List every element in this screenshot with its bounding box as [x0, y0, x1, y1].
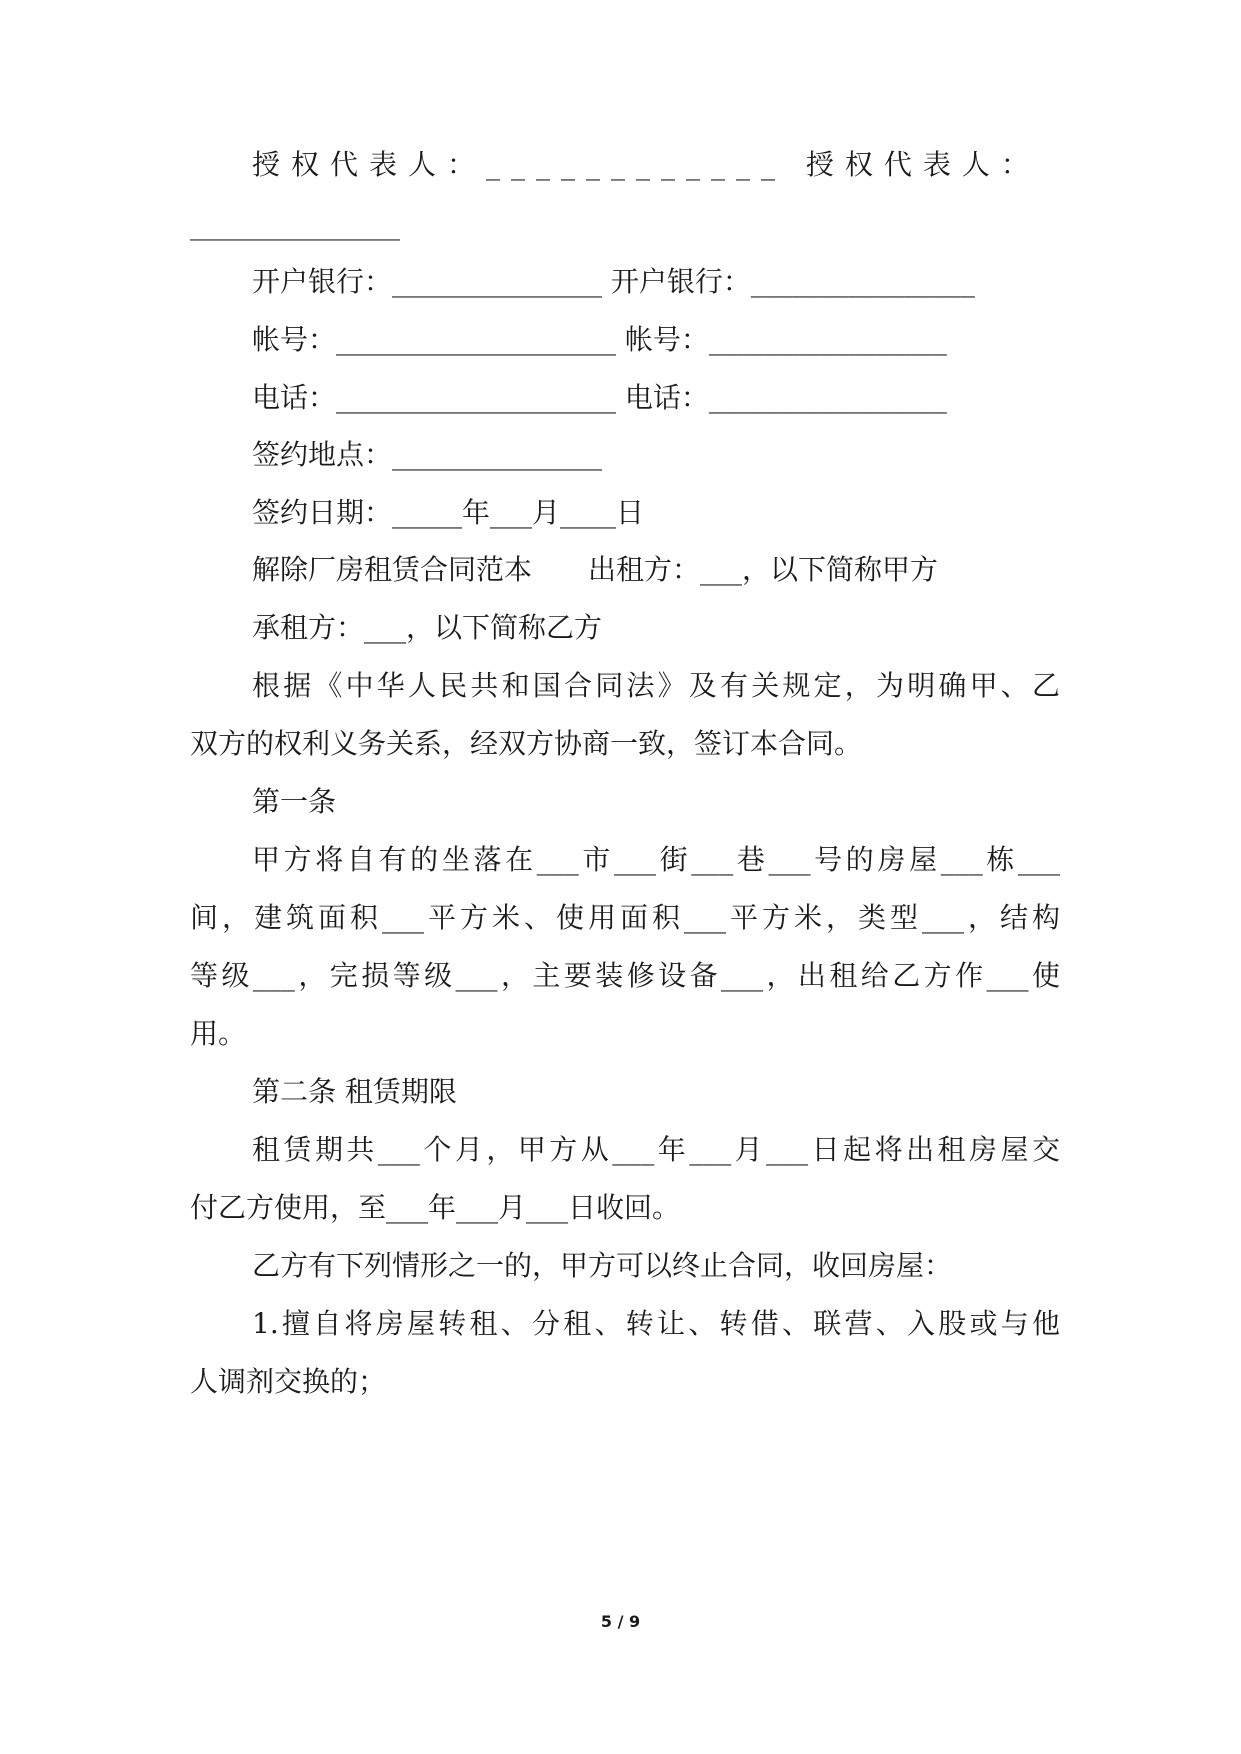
paragraph-line: 人调剂交换的；: [190, 1365, 387, 1398]
paragraph-line: 1.擅自将房屋转租、分租、转让、转借、联营、入股或与他: [252, 1307, 1060, 1340]
bank-line: 开户银行：_______________ 开户银行：________________: [252, 265, 975, 298]
paragraph-line: 乙方有下列情形之一的，甲方可以终止合同，收回房屋：: [252, 1249, 953, 1282]
rep-line: 授权代表人：____________ 授权代表人：: [252, 148, 1040, 181]
lessee-line: 承租方：___，以下简称乙方: [252, 611, 603, 644]
paragraph-line: 付乙方使用，至___年___月___日收回。: [190, 1191, 681, 1224]
paragraph-line: 租赁期共___个月，甲方从___年___月___日起将出租房屋交: [252, 1133, 1060, 1166]
contract-title-line: 解除厂房租赁合同范本 出租方：___，以下简称甲方: [252, 553, 939, 586]
paragraph-line: 用。: [190, 1017, 247, 1050]
paragraph-line: 根据《中华人民共和国合同法》及有关规定，为明确甲、乙: [252, 669, 1060, 702]
rep-underline: _______________: [190, 208, 400, 241]
account-line: 帐号：____________________ 帐号：_________________: [252, 323, 947, 356]
article-heading: 第二条 租赁期限: [252, 1075, 457, 1108]
paragraph-line: 甲方将自有的坐落在___市___街___巷___号的房屋___栋___: [252, 843, 1060, 876]
signing-place-line: 签约地点：_______________: [252, 438, 603, 471]
article-heading: 第一条: [252, 785, 337, 818]
page-number: 5 / 9: [600, 1612, 641, 1631]
paragraph-line: 间，建筑面积___平方米、使用面积___平方米，类型___，结构: [190, 901, 1060, 934]
paragraph-line: 双方的权利义务关系，经双方协商一致，签订本合同。: [190, 727, 863, 760]
signing-date-line: 签约日期：_____年___月____日: [252, 496, 645, 529]
phone-line: 电话：____________________ 电话：_________________: [252, 381, 947, 414]
paragraph-line: 等级___，完损等级___，主要装修设备___，出租给乙方作___使: [190, 959, 1060, 992]
